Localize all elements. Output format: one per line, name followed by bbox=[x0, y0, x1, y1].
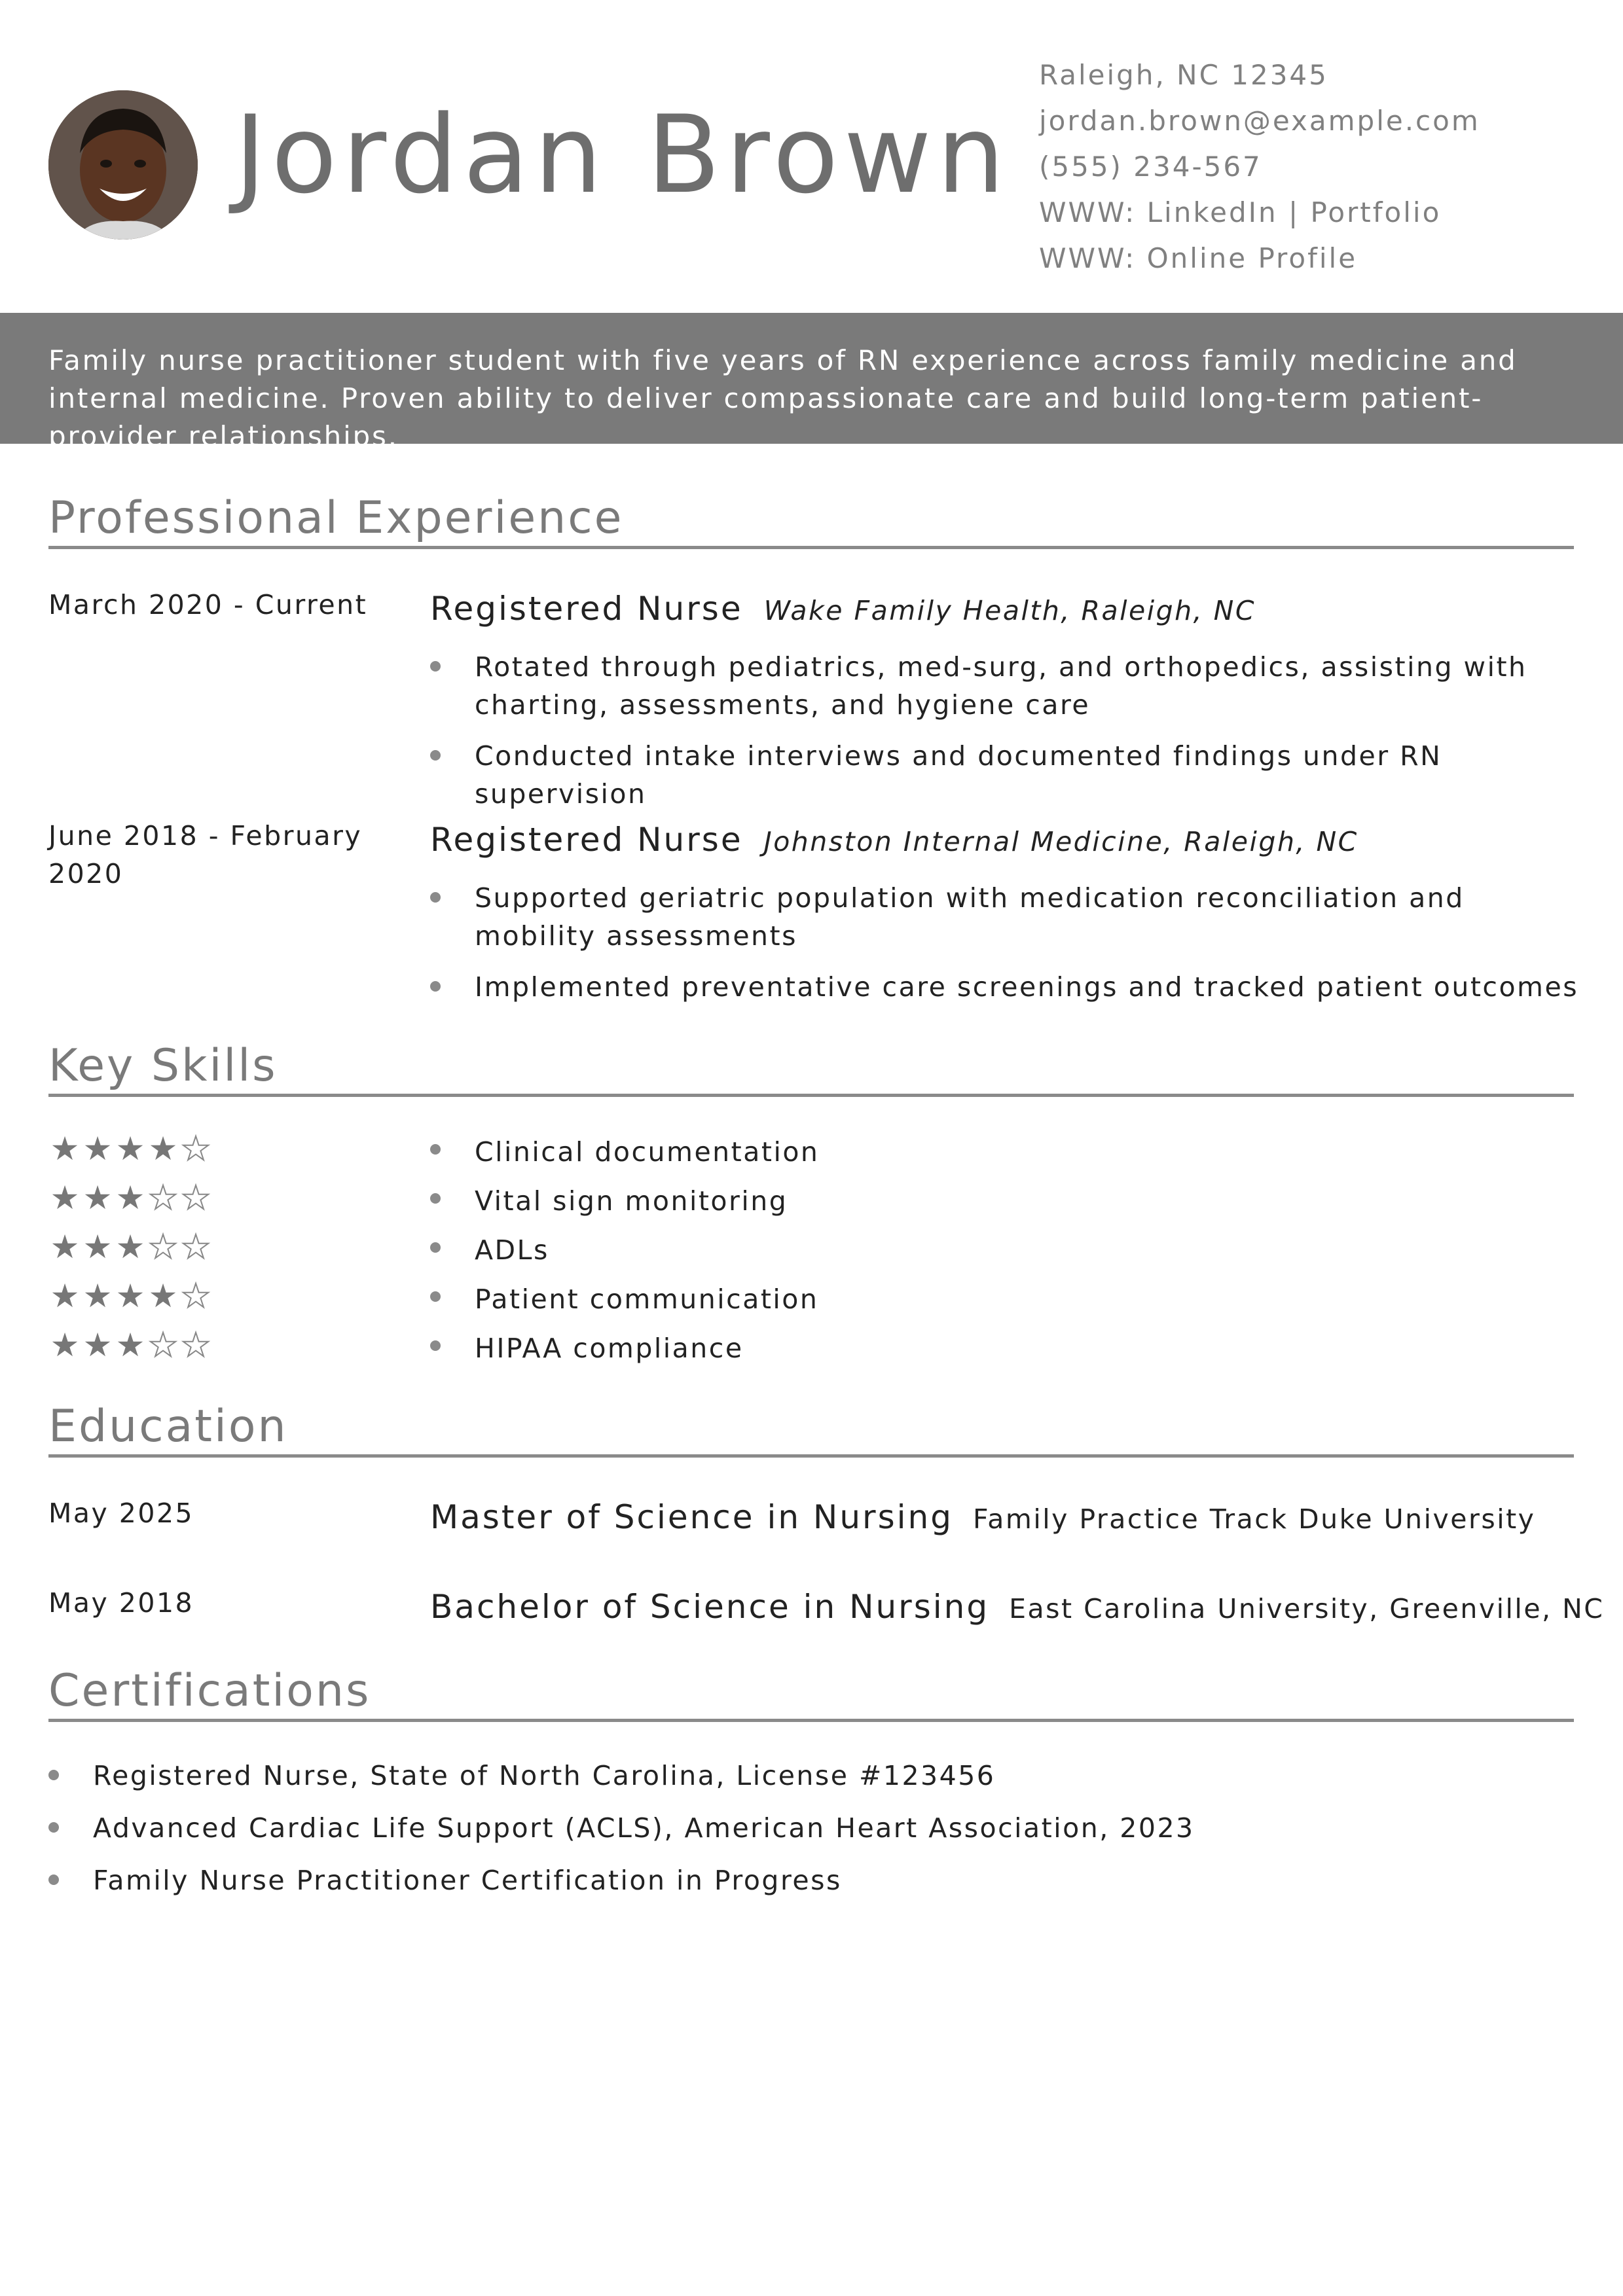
star-filled-icon: ★ bbox=[82, 1277, 113, 1315]
job-org: Johnston Internal Medicine, Raleigh, NC bbox=[763, 826, 1359, 857]
job-heading bbox=[430, 821, 1359, 859]
certifications-list bbox=[48, 1757, 1574, 1914]
star-empty-icon: ★ bbox=[181, 1326, 211, 1364]
degree-title: Master of Science in Nursing bbox=[430, 1498, 953, 1536]
avatar bbox=[48, 90, 198, 240]
bullet-dot bbox=[430, 1193, 441, 1204]
star-empty-icon: ★ bbox=[148, 1228, 178, 1266]
bullet-dot bbox=[430, 1291, 441, 1302]
star-filled-icon: ★ bbox=[50, 1130, 80, 1168]
list-item: Rotated through pediatrics, med-surg, and orthopedics, assisting with charting, assessments, and hygiene care bbox=[430, 648, 1582, 724]
star-filled-icon: ★ bbox=[115, 1277, 145, 1315]
star-filled-icon: ★ bbox=[50, 1228, 80, 1266]
star-filled-icon: ★ bbox=[148, 1277, 178, 1315]
skill-rating bbox=[48, 1130, 212, 1168]
section-title-certifications: Certifications bbox=[48, 1669, 1574, 1722]
contact-email[interactable]: jordan.brown@example.com bbox=[1039, 105, 1480, 137]
candidate-name: Jordan Brown bbox=[234, 92, 1010, 217]
list-item: Implemented preventative care screenings and tracked patient outcomes bbox=[430, 968, 1582, 1006]
bullet-dot bbox=[430, 1242, 441, 1253]
job-dates: June 2018 - February 2020 bbox=[48, 820, 363, 889]
skill-rating bbox=[48, 1179, 212, 1217]
degree-title: Bachelor of Science in Nursing bbox=[430, 1588, 990, 1626]
degree-heading bbox=[430, 1498, 1536, 1536]
skill-rating bbox=[48, 1326, 212, 1364]
bullet-dot bbox=[430, 1144, 441, 1155]
degree-school: East Carolina University, Greenville, NC bbox=[1009, 1593, 1605, 1624]
section-title-education: Education bbox=[48, 1405, 1574, 1458]
bullet-dot bbox=[430, 1340, 441, 1351]
star-empty-icon: ★ bbox=[181, 1277, 211, 1315]
list-item: Advanced Cardiac Life Support (ACLS), American Heart Association, 2023 bbox=[48, 1809, 1574, 1847]
contact-block bbox=[1039, 52, 1480, 281]
list-item: Conducted intake interviews and documented findings under RN supervision bbox=[430, 737, 1582, 813]
star-filled-icon: ★ bbox=[50, 1326, 80, 1364]
star-filled-icon: ★ bbox=[50, 1179, 80, 1217]
job-bullets bbox=[430, 648, 1582, 826]
star-filled-icon: ★ bbox=[82, 1130, 113, 1168]
star-filled-icon: ★ bbox=[50, 1277, 80, 1315]
summary-band bbox=[0, 313, 1623, 452]
star-filled-icon: ★ bbox=[82, 1228, 113, 1266]
star-empty-icon: ★ bbox=[181, 1179, 211, 1217]
star-filled-icon: ★ bbox=[115, 1179, 145, 1217]
star-filled-icon: ★ bbox=[148, 1130, 178, 1168]
star-filled-icon: ★ bbox=[82, 1326, 113, 1364]
section-title-skills: Key Skills bbox=[48, 1044, 1574, 1097]
contact-location: Raleigh, NC 12345 bbox=[1039, 59, 1328, 91]
star-filled-icon: ★ bbox=[115, 1228, 145, 1266]
star-filled-icon: ★ bbox=[115, 1130, 145, 1168]
skill-name: Patient communication bbox=[475, 1283, 819, 1315]
skill-name: Clinical documentation bbox=[475, 1136, 820, 1168]
degree-school: Family Practice Track Duke University bbox=[972, 1503, 1536, 1535]
job-title: Registered Nurse bbox=[430, 590, 743, 628]
job-title: Registered Nurse bbox=[430, 821, 743, 859]
section-title-experience: Professional Experience bbox=[48, 496, 1574, 549]
star-empty-icon: ★ bbox=[181, 1130, 211, 1168]
contact-profile[interactable]: WWW: Online Profile bbox=[1039, 242, 1358, 274]
skill-name: ADLs bbox=[475, 1234, 549, 1266]
list-item: Registered Nurse, State of North Carolina, License #123456 bbox=[48, 1757, 1574, 1795]
contact-links[interactable]: WWW: LinkedIn | Portfolio bbox=[1039, 196, 1442, 228]
contact-phone: (555) 234-567 bbox=[1039, 151, 1262, 183]
summary-text: Family nurse practitioner student with five years of RN experience across family medicine and internal medicine. Proven ability to deliver compassionate care and build long-term patient-provider relationships. bbox=[48, 344, 1518, 452]
star-filled-icon: ★ bbox=[82, 1179, 113, 1217]
education-date: May 2025 bbox=[48, 1498, 194, 1529]
skill-rating bbox=[48, 1228, 212, 1266]
star-filled-icon: ★ bbox=[115, 1326, 145, 1364]
job-org: Wake Family Health, Raleigh, NC bbox=[763, 595, 1256, 626]
skill-name: Vital sign monitoring bbox=[475, 1185, 788, 1217]
job-dates: March 2020 - Current bbox=[48, 589, 368, 620]
education-date: May 2018 bbox=[48, 1587, 194, 1619]
job-bullets bbox=[430, 879, 1582, 1019]
list-item: Family Nurse Practitioner Certification in Progress bbox=[48, 1861, 1574, 1899]
star-empty-icon: ★ bbox=[181, 1228, 211, 1266]
skill-name: HIPAA compliance bbox=[475, 1333, 744, 1364]
skill-rating bbox=[48, 1277, 212, 1315]
degree-heading bbox=[430, 1588, 1605, 1626]
star-empty-icon: ★ bbox=[148, 1326, 178, 1364]
job-heading bbox=[430, 590, 1256, 628]
star-empty-icon: ★ bbox=[148, 1179, 178, 1217]
list-item: Supported geriatric population with medication reconciliation and mobility assessments bbox=[430, 879, 1582, 955]
